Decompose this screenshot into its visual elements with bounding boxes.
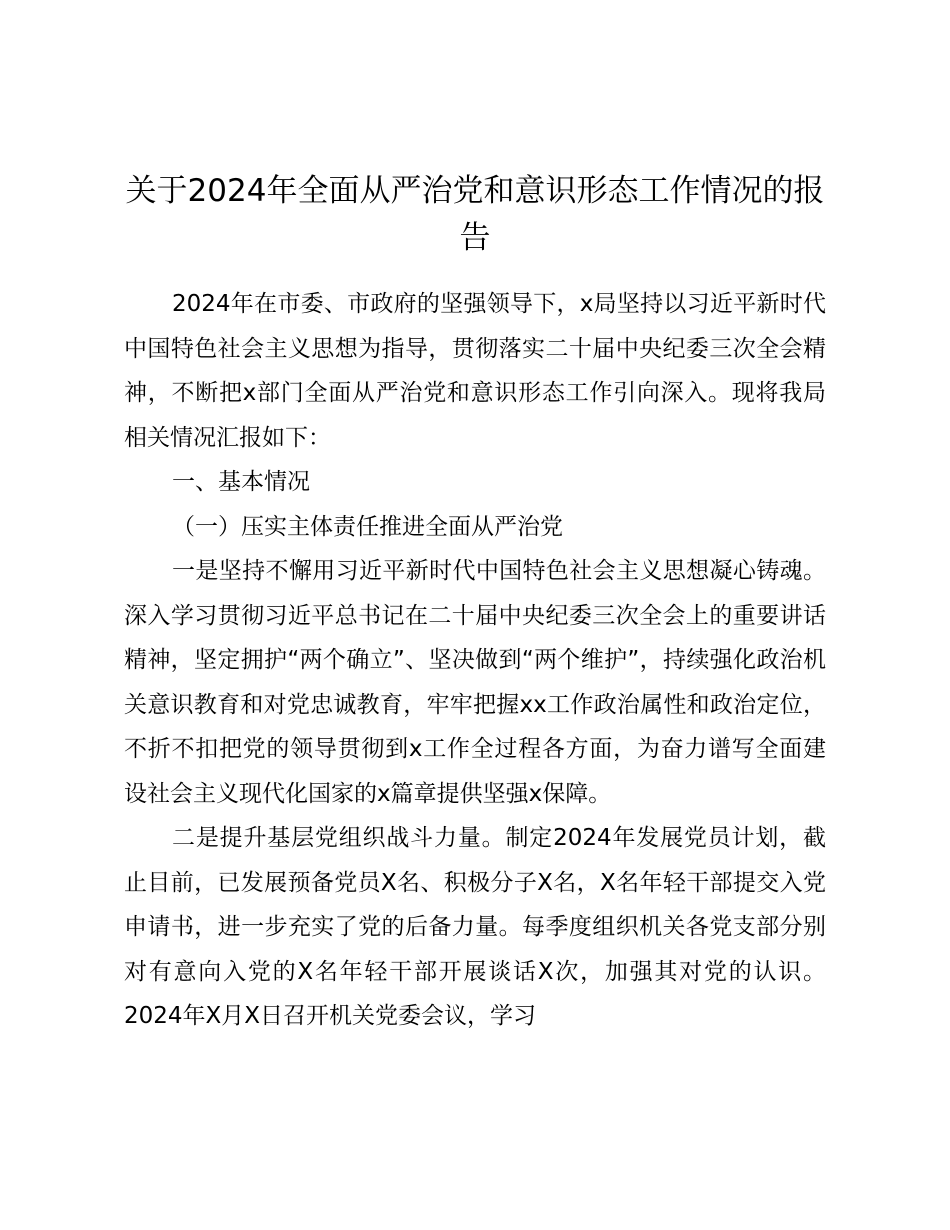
- section-heading: 一、基本情况: [172, 469, 310, 495]
- intro-paragraph: 2024年在市委、市政府的坚强领导下，x局坚持以习近平新时代中国特色社会主义思想为指导，贯彻落实二十届中央纪委三次全会精神，不断把x部门全面从严治党和意识形态工作引向深入。现将我局相关情况汇报如下：: [124, 291, 826, 451]
- document-title: 关于2024年全面从严治党和意识形态工作情况的报告: [125, 173, 825, 256]
- body-paragraph: 一是坚持不懈用习近平新时代中国特色社会主义思想凝心铸魂。深入学习贯彻习近平总书记在二十届中央纪委三次全会上的重要讲话精神，坚定拥护“两个确立”、坚决做到“两个维护”，持续强化政治机关意识教育和对党忠诚教育，牢牢把握xx工作政治属性和政治定位，不折不扣把党的领导贯彻到x工作全过程各方面，为奋力谱写全面建设社会主义现代化国家的x篇章提供坚强x保障。: [124, 558, 826, 807]
- body-paragraph: 二是提升基层党组织战斗力量。制定2024年发展党员计划，截止目前，已发展预备党员X名、积极分子X名，X名年轻干部提交入党申请书，进一步充实了党的后备力量。每季度组织机关各党支部分别对有意向入党的X名年轻干部开展谈话X次，加强其对党的认识。2024年X月X日召开机关党委会议，学习: [124, 825, 826, 1029]
- document-body: [124, 282, 826, 1039]
- subsection-heading: （一）压实主体责任推进全面从严治党: [172, 513, 563, 540]
